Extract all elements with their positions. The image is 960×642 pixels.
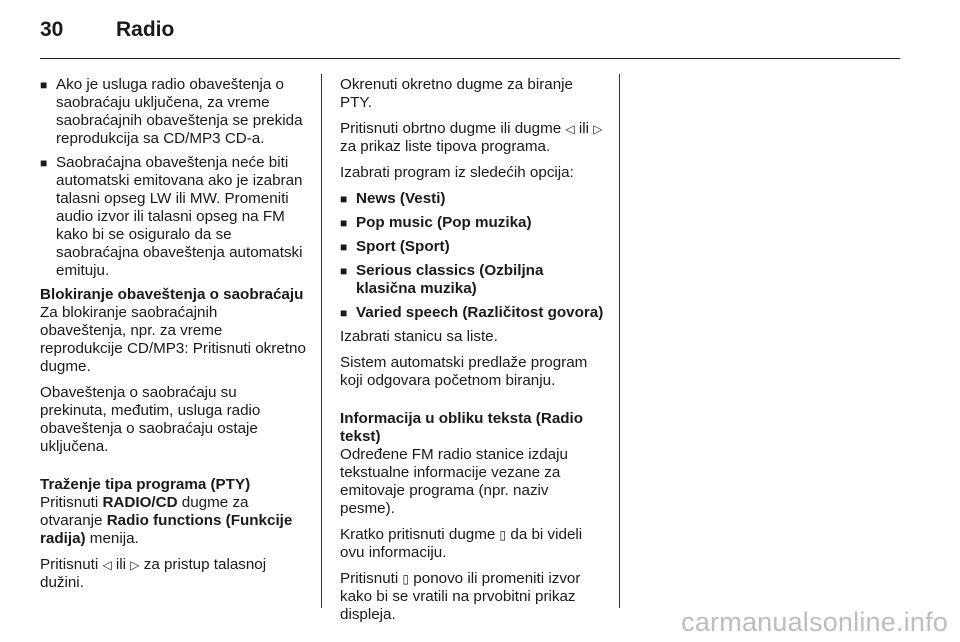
text-run: da bi videli ovu informaciju.: [340, 526, 583, 561]
paragraph: [340, 526, 606, 562]
text-run: ili: [574, 120, 594, 137]
paragraph: Za blokiranje saobraćajnih obaveštenja, npr. za vreme reprodukcije CD/MP3: Pritisnuti okretno dugme.: [40, 304, 306, 375]
paragraph: Određene FM radio stanice izdaju tekstualne informacije vezane za emitovaje programa (npr. naziv pesme).: [340, 446, 568, 517]
text-run: menija.: [85, 530, 139, 547]
paragraph: Izabrati program iz sledećih opcija:: [340, 164, 574, 181]
column-divider-1: [321, 74, 322, 608]
text-run: ili: [111, 556, 131, 573]
spacer: [40, 464, 306, 476]
paragraph: [40, 494, 306, 548]
menu-name: Radio functions (Funkcije radija): [40, 512, 293, 547]
option-item: ■ Serious classics (Ozbiljna klasična muzika): [340, 262, 606, 298]
paragraph: Izabrati stanicu sa liste.: [340, 328, 498, 345]
left-arrow-icon: ◁: [565, 122, 575, 136]
column-middle: [340, 76, 606, 624]
section-heading: Informacija u obliku teksta (Radio tekst): [340, 410, 584, 445]
right-arrow-icon: ▷: [593, 122, 603, 136]
option-item: ■ News (Vesti): [340, 190, 606, 208]
column-left: [40, 76, 306, 600]
bullet-item: ■ Ako je usluga radio obaveštenja o saobraćaju uključena, za vreme saobraćajnih obaveštenja se prekida reprodukcija sa CD/MP3 CD-a.: [40, 76, 306, 148]
option-item: ■ Varied speech (Različitost govora): [340, 304, 606, 322]
paragraph: Obaveštenja o saobraćaju su prekinuta, međutim, usluga radio obaveštenja o saobraćaju ostaje uključena.: [40, 384, 261, 455]
display-button-icon: ▯: [402, 572, 410, 586]
page-header: [40, 18, 900, 48]
section-heading: Traženje tipa programa (PTY): [40, 476, 251, 493]
section-heading: Blokiranje obaveštenja o saobraćaju: [40, 286, 304, 303]
left-arrow-icon: ◁: [102, 558, 112, 572]
paragraph: Okrenuti okretno dugme za biranje PTY.: [340, 76, 574, 111]
text-run: ponovo ili promeniti izvor kako bi se vratili na prvobitni prikaz displeja.: [340, 570, 581, 623]
page-title: Radio: [116, 18, 175, 41]
watermark: carmanualsonline.info: [681, 607, 948, 637]
text-run: za prikaz liste tipova programa.: [340, 138, 551, 155]
page-number: 30: [40, 18, 64, 41]
spacer: [340, 398, 606, 410]
paragraph: Sistem automatski predlaže program koji odgovara početnom biranju.: [340, 354, 588, 389]
text-run: za pristup talasnoj dužini.: [40, 556, 267, 591]
button-name: RADIO/CD: [102, 494, 178, 511]
option-item: ■ Sport (Sport): [340, 238, 606, 256]
paragraph: [40, 556, 306, 592]
right-arrow-icon: ▷: [130, 558, 140, 572]
text-run: Pritisnuti: [40, 556, 103, 573]
paragraph: [340, 120, 606, 156]
text-run: Pritisnuti: [40, 494, 103, 511]
text-run: dugme za otvaranje: [40, 494, 249, 529]
bullet-item: ■ Saobraćajna obaveštenja neće biti automatski emitovana ako je izabran talasni opseg LW ili MW. Promeniti audio izvor ili talasni opseg na FM kako bi se osiguralo da se saobraćajna obaveštenja automatski emituju.: [40, 154, 306, 280]
text-run: Pritisnuti: [340, 570, 403, 587]
paragraph: [340, 570, 606, 624]
column-divider-2: [619, 74, 620, 608]
option-item: ■ Pop music (Pop muzika): [340, 214, 606, 232]
header-rule: [40, 58, 900, 59]
text-run: Kratko pritisnuti dugme: [340, 526, 500, 543]
text-run: Pritisnuti obrtno dugme ili dugme: [340, 120, 566, 137]
display-button-icon: ▯: [499, 528, 507, 542]
